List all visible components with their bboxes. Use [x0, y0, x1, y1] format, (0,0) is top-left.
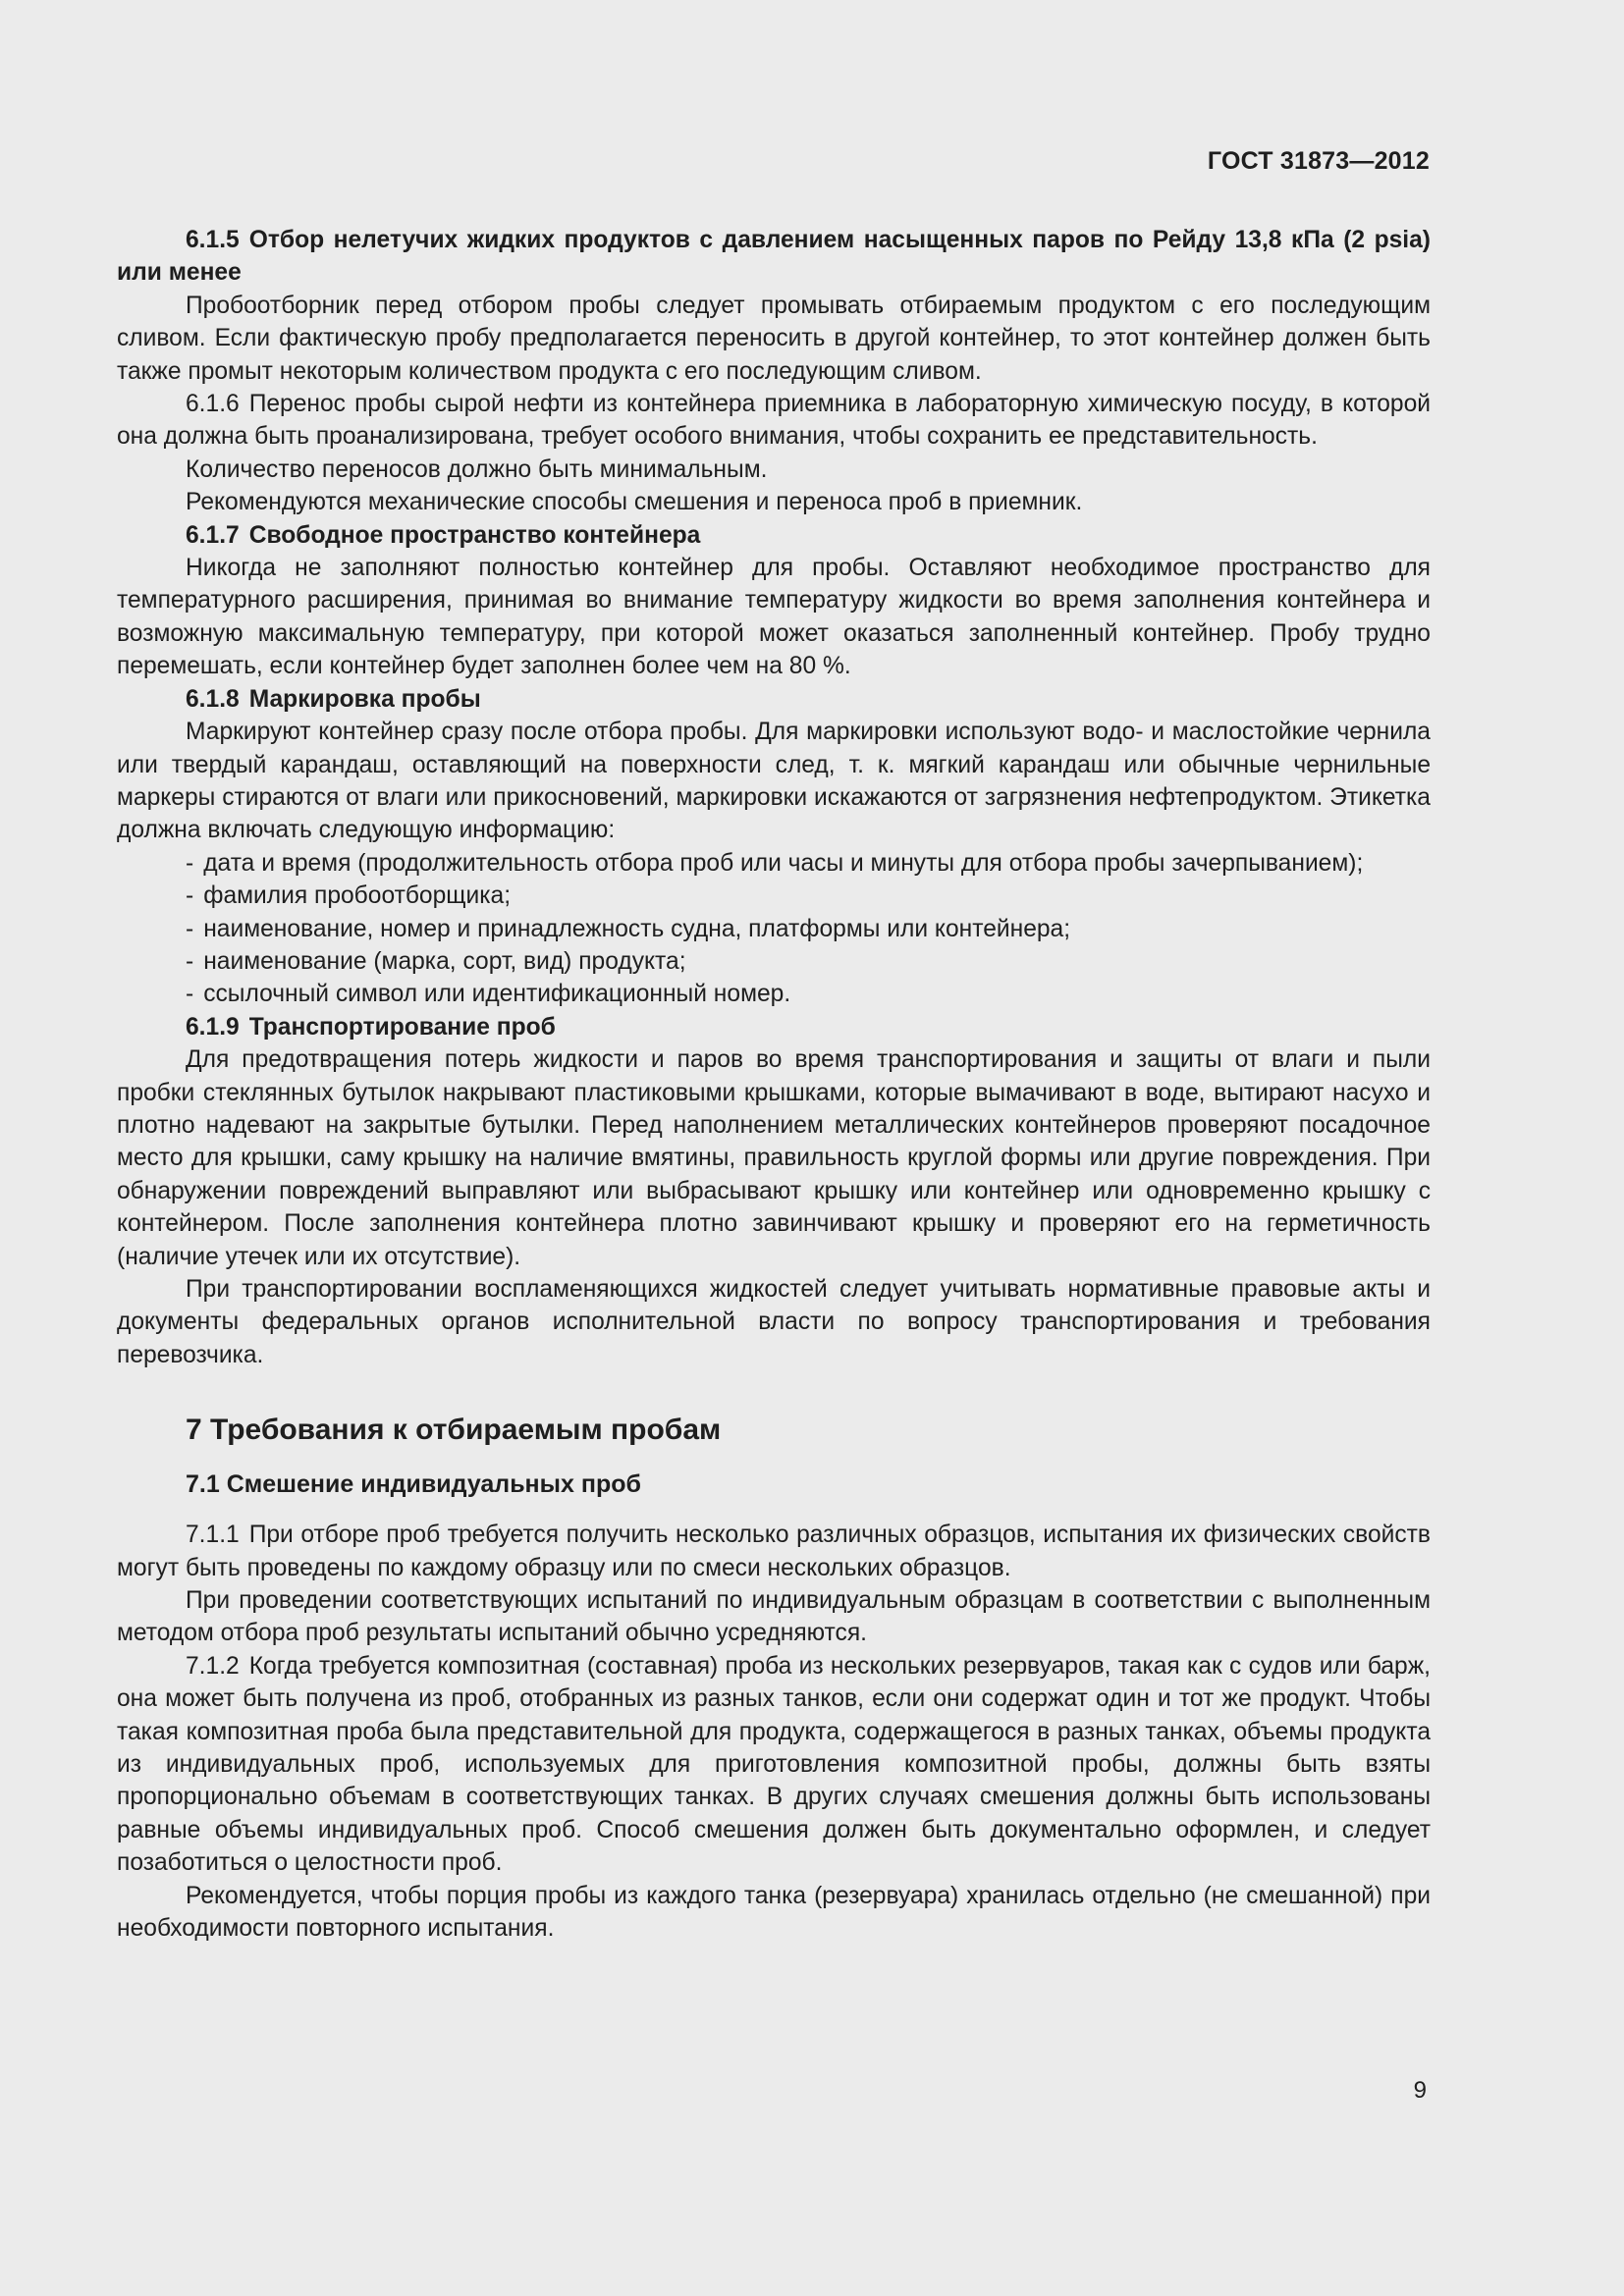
paragraph: Пробоотборник перед отбором пробы следует промывать отбираемым продуктом с его последующим сливом. Если фактическую пробу предполагается переносить в другой контейнер, то этот контейнер должен быть также промыт некоторым количеством продукта с его последующим сливом.: [117, 292, 1431, 385]
list-item: [117, 847, 1431, 880]
document-body: [117, 224, 1431, 1946]
section-title: Свободное пространство контейнера: [248, 521, 701, 549]
list-item: [117, 945, 1431, 978]
section-6-1-5-heading: [117, 224, 1431, 290]
section-number: 6.1.6: [186, 391, 240, 418]
paragraph: Количество переносов должно быть минимальным.: [186, 455, 768, 483]
section-number: 6.1.7: [186, 521, 240, 549]
section-title: Отбор нелетучих жидких продуктов с давлением насыщенных паров по Рейду 13,8 кПа (2 psia) или менее: [117, 227, 1431, 287]
section-title: Маркировка пробы: [248, 685, 481, 713]
section-6-1-7-heading: [117, 519, 1431, 552]
paragraph: Маркируют контейнер сразу после отбора пробы. Для маркировки используют водо- и маслостойкие чернила или твердый карандаш, оставляющий на поверхности след, т. к. мягкий карандаш или обычные чернильные маркеры стираются от влаги или прикосновений, маркировки искажаются от загрязнения нефтепродуктом. Этикетка должна включать следующую информацию:: [117, 719, 1431, 844]
section-6-1-8-heading: [117, 683, 1431, 716]
list-dash: -: [186, 849, 194, 877]
page-number: 9: [1413, 2077, 1427, 2104]
list-dash: -: [186, 915, 194, 942]
list-item-text: ссылочный символ или идентификационный номер.: [203, 981, 791, 1008]
paragraph-text: Когда требуется композитная (составная) проба из нескольких резервуаров, такая как с судов или барж, она может быть получена из проб, отобранных из разных танков, если они содержат один и тот же продукт. Чтобы такая композитная проба была представительной для продукта, содержащегося в разных танках, объемы продукта из индивидуальных проб, используемых для приготовления композитной пробы, должны быть взяты пропорционально объемам в соответствующих танках. В других случаях смешения должны быть использованы равные объемы индивидуальных проб. Способ смешения должен быть документально оформлен, и следует позаботиться о целостности проб.: [117, 1652, 1431, 1877]
section-6-1-9-heading: [117, 1011, 1431, 1043]
section-number: 6.1.8: [186, 685, 240, 713]
section-7-heading: 7 Требования к отбираемым пробам: [186, 1414, 722, 1447]
list-dash: -: [186, 947, 194, 975]
list-item-text: наименование, номер и принадлежность судна, платформы или контейнера;: [203, 915, 1071, 942]
section-number: 6.1.9: [186, 1013, 240, 1041]
paragraph: Для предотвращения потерь жидкости и паров во время транспортирования и защиты от влаги и пыли пробки стеклянных бутылок накрывают пластиковыми крышками, которые вымачивают в воде, вытирают насухо и плотно надевают на закрытые бутылки. Перед наполнением металлических контейнеров проверяют посадочное место для крышки, саму крышку на наличие вмятины, правильность круглой формы или другие повреждения. При обнаружении повреждений выправляют или выбрасывают крышку или контейнер или одновременно крышку с контейнером. После заполнения контейнера плотно завинчивают крышку и проверяют его на герметичность (наличие утечек или их отсутствие).: [117, 1046, 1431, 1270]
section-7-1-2-paragraph: [117, 1650, 1431, 1880]
section-number: 7.1.1: [186, 1522, 240, 1549]
list-item: [117, 978, 1431, 1010]
document-code: ГОСТ 31873—2012: [1207, 147, 1430, 175]
list-dash: -: [186, 882, 194, 910]
paragraph-text: Перенос пробы сырой нефти из контейнера приемника в лабораторную химическую посуду, в которой она должна быть проанализирована, требует особого внимания, чтобы сохранить ее представительность.: [117, 391, 1431, 451]
list-item: [117, 880, 1431, 912]
paragraph: Никогда не заполняют полностью контейнер для пробы. Оставляют необходимое пространство для температурного расширения, принимая во внимание температуру жидкости во время заполнения контейнера и возможную максимальную температуру, при которой может оказаться заполненный контейнер. Пробу трудно перемешать, если контейнер будет заполнен более чем на 80 %.: [117, 555, 1431, 680]
label-info-list: [117, 847, 1431, 1011]
list-item-text: дата и время (продолжительность отбора проб или часы и минуты для отбора пробы зачерпыванием);: [203, 849, 1364, 877]
section-number: 6.1.5: [186, 227, 240, 253]
section-7-1-heading: 7.1 Смешение индивидуальных проб: [186, 1470, 641, 1499]
paragraph: При транспортировании воспламеняющихся жидкостей следует учитывать нормативные правовые акты и документы федеральных органов исполнительной власти по вопросу транспортирования и требования перевозчика.: [117, 1276, 1431, 1368]
list-item-text: наименование (марка, сорт, вид) продукта;: [203, 947, 686, 975]
list-item: [117, 913, 1431, 945]
section-6-1-6-paragraph: [117, 388, 1431, 454]
paragraph: При проведении соответствующих испытаний по индивидуальным образцам в соответствии с выполненным методом отбора проб результаты испытаний обычно усредняются.: [117, 1587, 1431, 1647]
paragraph-text: При отборе проб требуется получить несколько различных образцов, испытания их физических свойств могут быть проведены по каждому образцу или по смеси нескольких образцов.: [117, 1522, 1431, 1581]
paragraph: Рекомендуются механические способы смешения и переноса проб в приемник.: [186, 489, 1083, 516]
section-number: 7.1.2: [186, 1652, 240, 1680]
paragraph: Рекомендуется, чтобы порция пробы из каждого танка (резервуара) хранилась отдельно (не смешанной) при необходимости повторного испытания.: [117, 1882, 1431, 1943]
list-item-text: фамилия пробоотборщика;: [203, 882, 512, 910]
section-title: Транспортирование проб: [248, 1013, 556, 1041]
section-7-1-1-paragraph: [117, 1519, 1431, 1584]
list-dash: -: [186, 981, 194, 1008]
